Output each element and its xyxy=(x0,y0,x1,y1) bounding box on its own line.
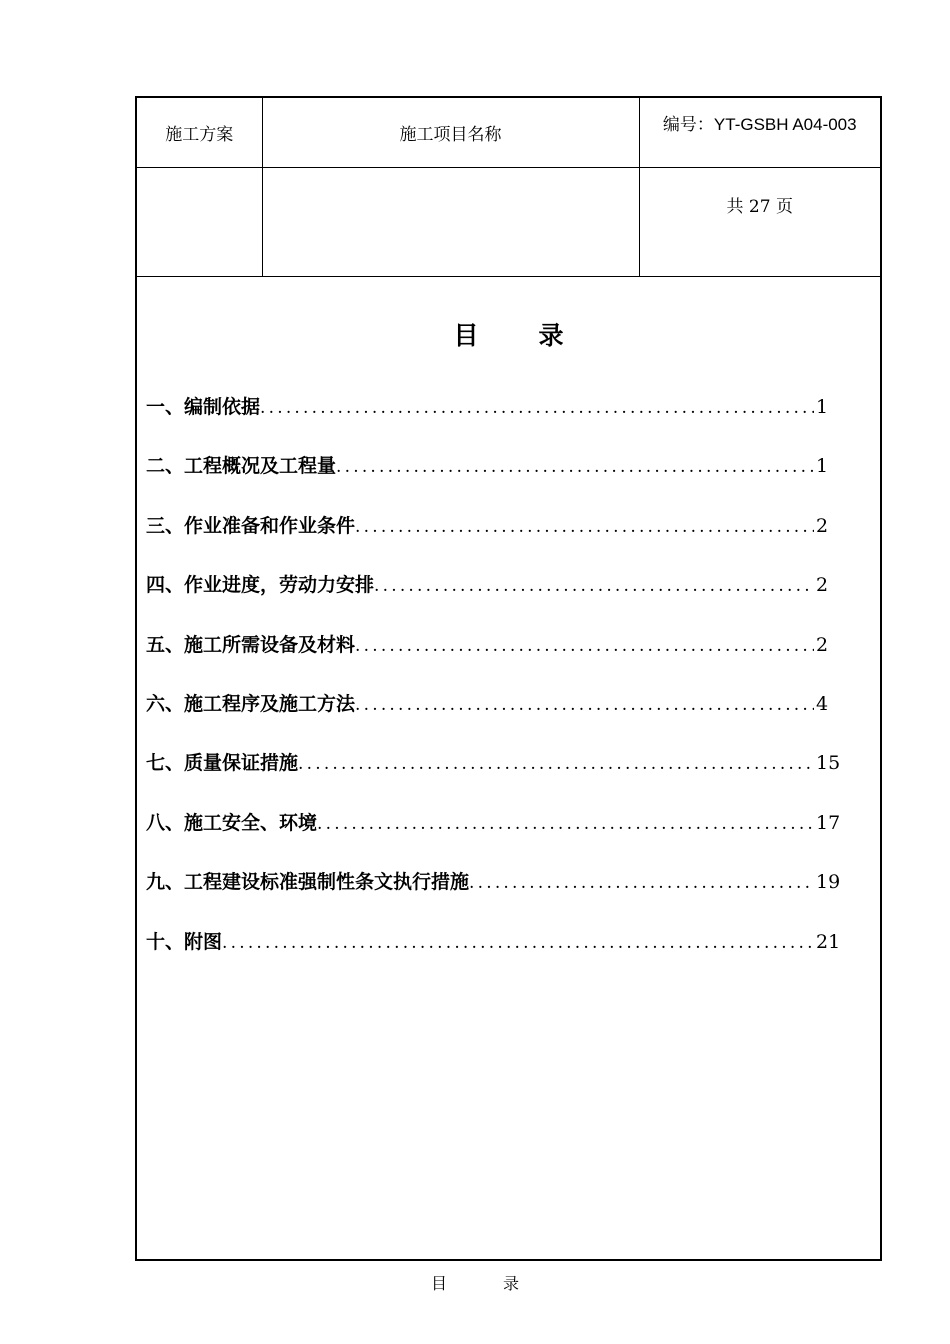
toc-entry-page: 2 xyxy=(816,514,829,537)
toc-entry-label: 一、编制依据 xyxy=(146,396,261,418)
toc-entry-label: 五、施工所需设备及材料 xyxy=(146,633,356,656)
toc-title-char-2: 录 xyxy=(538,321,564,350)
toc-entry-5[interactable] xyxy=(146,630,838,689)
toc-title xyxy=(137,316,880,352)
toc-leader-dots xyxy=(374,576,814,596)
toc-entry-label: 十、附图 xyxy=(146,930,223,953)
toc-entry-label: 二、工程概况及工程量 xyxy=(146,455,337,478)
toc-leader-dots xyxy=(298,754,814,774)
header-table xyxy=(137,98,880,277)
toc-entry-page: 17 xyxy=(816,811,841,834)
toc-leader-dots xyxy=(355,695,814,715)
toc-leader-dots xyxy=(260,398,814,418)
toc-entry-label: 六、施工程序及施工方法 xyxy=(146,692,356,715)
toc-entry-8[interactable] xyxy=(146,808,841,867)
toc-entry-6[interactable] xyxy=(146,689,838,748)
footer-char-2: 录 xyxy=(503,1274,520,1293)
toc-entry-1[interactable] xyxy=(146,392,838,451)
toc-entry-label: 四、作业进度，劳动力安排 xyxy=(146,574,375,597)
toc-leader-dots xyxy=(336,457,814,477)
toc-entry-label: 八、施工安全、环境 xyxy=(146,811,318,834)
toc-entry-label: 九、工程建设标准强制性条文执行措施 xyxy=(146,871,470,894)
toc-entry-label: 七、质量保证措施 xyxy=(146,752,299,775)
project-name-value-cell xyxy=(262,168,639,277)
toc-entry-3[interactable] xyxy=(146,511,838,570)
toc-entry-7[interactable] xyxy=(146,748,841,807)
toc-entry-9[interactable] xyxy=(146,867,841,926)
footer-char-1: 目 xyxy=(430,1274,447,1293)
total-pages: 共 27 页 xyxy=(639,168,880,277)
project-name-label: 施工项目名称 xyxy=(262,98,639,168)
scheme-value-cell xyxy=(137,168,262,277)
toc-entry-page: 1 xyxy=(816,396,829,418)
page-footer xyxy=(0,1271,950,1294)
toc-entry-10[interactable] xyxy=(146,927,841,986)
document-code: 编号：YT-GSBH A04-003 xyxy=(639,98,880,168)
toc-entry-page: 2 xyxy=(816,633,829,656)
toc-leader-dots xyxy=(355,636,814,656)
toc-entry-page: 15 xyxy=(816,752,841,775)
scheme-label: 施工方案 xyxy=(137,98,262,168)
toc-entry-4[interactable] xyxy=(146,570,838,629)
toc-entry-page: 2 xyxy=(816,574,829,597)
toc-leader-dots xyxy=(355,517,814,537)
toc-entry-label: 三、作业准备和作业条件 xyxy=(146,514,356,537)
toc-entry-page: 4 xyxy=(816,692,829,715)
toc-entry-page: 1 xyxy=(816,455,829,478)
toc-title-char-1: 目 xyxy=(453,321,479,350)
toc-leader-dots xyxy=(317,814,814,834)
toc-entry-2[interactable] xyxy=(146,451,838,510)
toc-list xyxy=(146,392,841,986)
toc-entry-page: 19 xyxy=(816,871,841,894)
document-frame xyxy=(135,96,882,1261)
toc-entry-page: 21 xyxy=(816,930,841,953)
toc-leader-dots xyxy=(469,873,814,893)
toc-leader-dots xyxy=(222,933,814,953)
